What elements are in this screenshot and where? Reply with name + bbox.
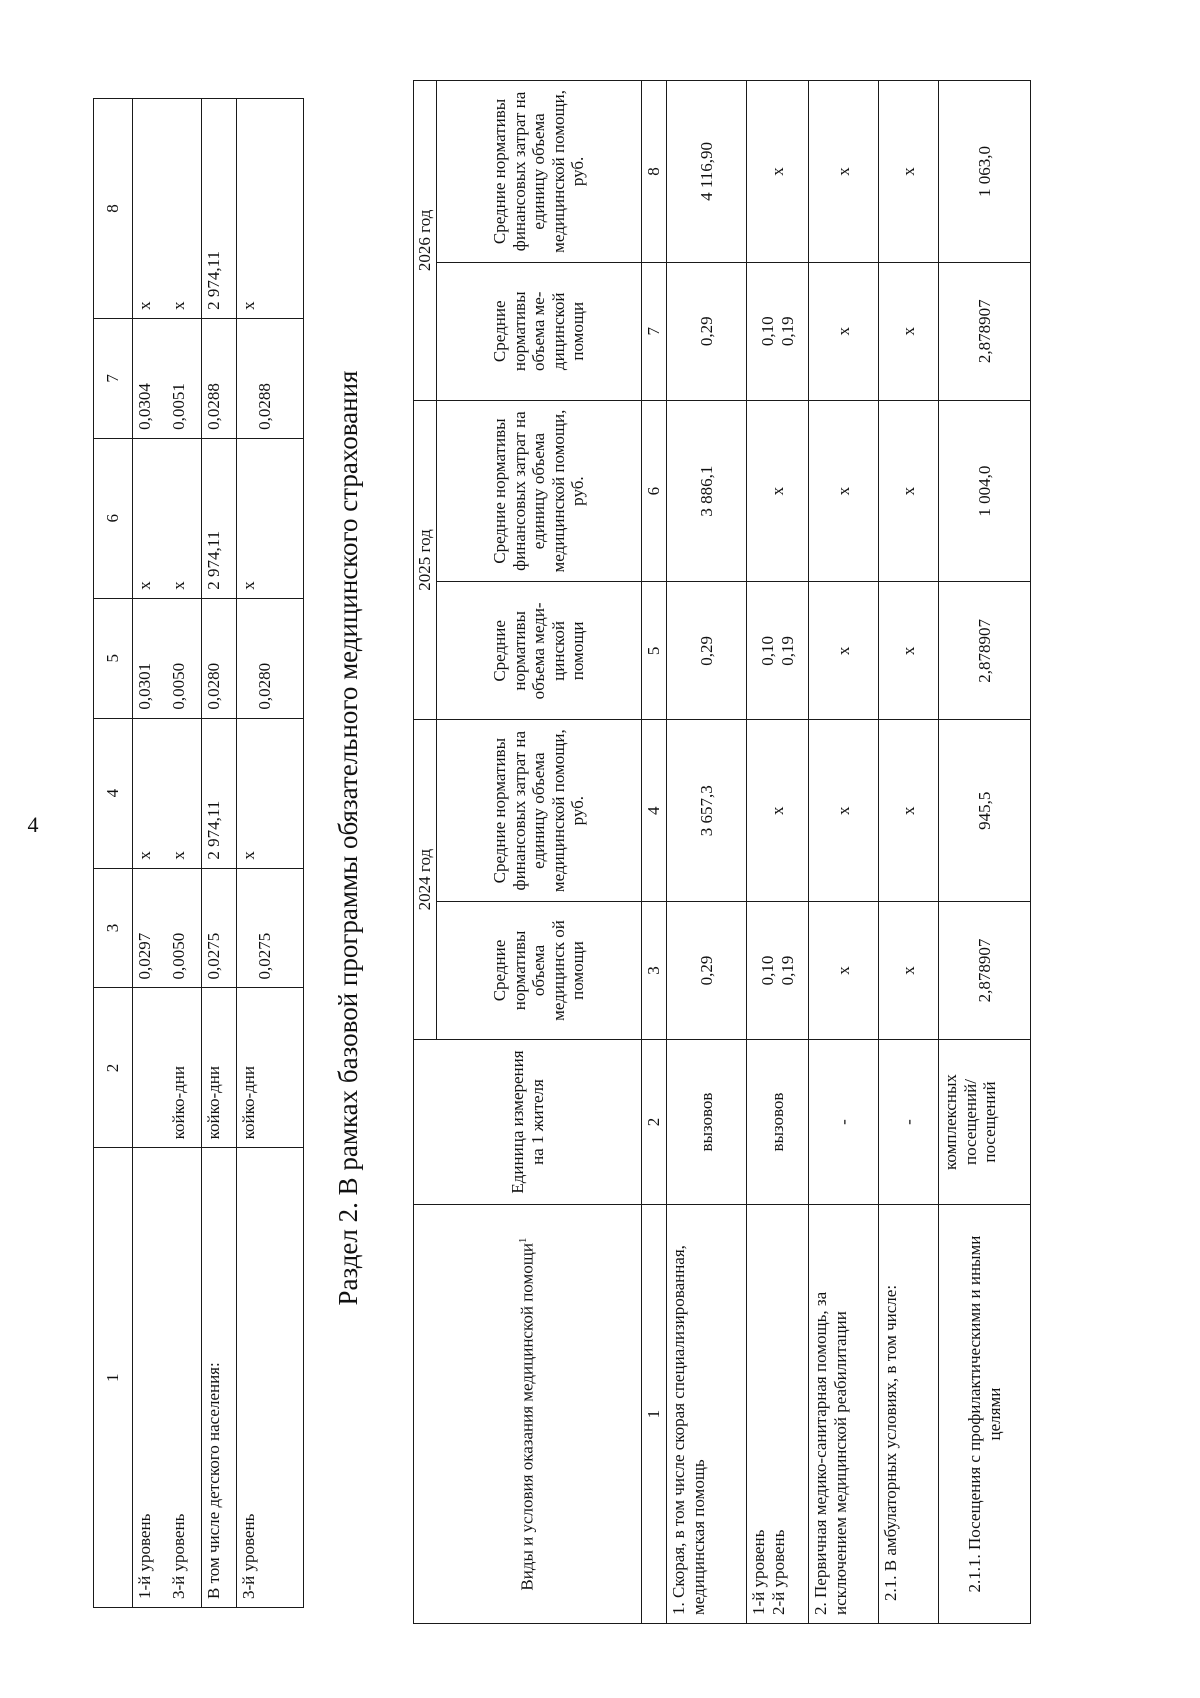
table-cell: х <box>237 718 304 868</box>
table-cell: 2 974,11 <box>202 718 237 868</box>
table-row <box>939 81 1031 1624</box>
table-cell: х <box>747 81 809 263</box>
volume-header: Средние нормативы объема меди- цинской помощи <box>437 582 642 720</box>
table-cell: 0,10 0,19 <box>747 582 809 720</box>
table-cell: х <box>809 720 879 902</box>
cost-header: Средние нормативы финансовых затрат на единицу объема медицинской помощи, руб. <box>437 81 642 263</box>
table-row <box>747 81 809 1624</box>
col-number: 6 <box>642 400 667 582</box>
table-cell: 0,0275 <box>202 868 237 988</box>
table-cell: 0,0051 <box>167 318 202 438</box>
col-number: 1 <box>94 1148 133 1608</box>
table-cell: 1-й уровень <box>133 1148 168 1608</box>
col2-header: Единица измерения на 1 жителя <box>414 1039 642 1204</box>
table-row <box>167 99 202 1608</box>
table-cell: 1 063,0 <box>939 81 1031 263</box>
table-cell: вызовов <box>747 1039 809 1204</box>
table-cell: 3-й уровень <box>237 1148 304 1608</box>
col1-header-text: Виды и условия оказания медицинской помощи <box>518 1243 538 1591</box>
table-cell: 0,29 <box>667 902 747 1040</box>
table-cell: 3-й уровень <box>167 1148 202 1608</box>
volume-header: Средние нормативы объема медицинск ой помощи <box>437 902 642 1040</box>
col-number-row <box>642 81 667 1624</box>
table-cell: 1 004,0 <box>939 400 1031 582</box>
col-number: 2 <box>94 988 133 1148</box>
table-header-row <box>94 99 133 1608</box>
table-cell: 3 886,1 <box>667 400 747 582</box>
cost-header: Средние нормативы финансовых затрат на единицу объема медицинской помощи, руб. <box>437 400 642 582</box>
table-cell: х <box>879 902 939 1040</box>
table-cell: 0,29 <box>667 262 747 400</box>
table-cell: х <box>133 438 168 598</box>
table-cell: 2 974,11 <box>202 438 237 598</box>
table-row <box>667 81 747 1624</box>
table-cell: 1-й уровень 2-й уровень <box>747 1205 809 1624</box>
table-cell: х <box>809 902 879 1040</box>
table-cell: х <box>237 99 304 319</box>
year-header-row <box>414 81 437 1624</box>
table-cell: 3 657,3 <box>667 720 747 902</box>
col-number: 6 <box>94 438 133 598</box>
table-cell: 2,878907 <box>939 582 1031 720</box>
col-number: 1 <box>642 1205 667 1624</box>
col-number: 4 <box>94 718 133 868</box>
table-cell: х <box>879 81 939 263</box>
col-number: 5 <box>94 598 133 718</box>
table-cell: 0,10 0,19 <box>747 262 809 400</box>
table-cell: койко-дни <box>237 988 304 1148</box>
table-cell: 2. Первичная медико-санитарная помощь, за исключением медицинской реабилитации <box>809 1205 879 1624</box>
table-cell: 0,29 <box>667 582 747 720</box>
table-cell: х <box>167 99 202 319</box>
table-cell: 0,0304 <box>133 318 168 438</box>
table-cell: 2,878907 <box>939 262 1031 400</box>
table-cell: койко-дни <box>202 988 237 1148</box>
table-cell: 4 116,90 <box>667 81 747 263</box>
table-cell <box>133 988 168 1148</box>
year-2026-header: 2026 год <box>414 81 437 401</box>
table-cell: комплексных посещений/ посещений <box>939 1039 1031 1204</box>
table-cell: 0,0297 <box>133 868 168 988</box>
table-cell: х <box>809 400 879 582</box>
table-cell: - <box>809 1039 879 1204</box>
table-row <box>202 99 237 1608</box>
table-cell: х <box>237 438 304 598</box>
table-cell: 0,0275 <box>237 868 304 988</box>
table-cell: 0,0280 <box>237 598 304 718</box>
table-cell: 2.1.1. Посещения с профилактическими и иными целями <box>939 1205 1031 1624</box>
table-cell: х <box>167 438 202 598</box>
table-cell: 0,0288 <box>202 318 237 438</box>
year-2024-header: 2024 год <box>414 720 437 1040</box>
footnote-mark: 1 <box>517 1237 530 1244</box>
section-title: Раздел 2. В рамках базовой программы обязательного медицинского страхования <box>333 370 363 1306</box>
col-number: 7 <box>642 262 667 400</box>
table-cell: 945,5 <box>939 720 1031 902</box>
main-table <box>413 80 1031 1624</box>
col-number: 8 <box>642 81 667 263</box>
table-cell: х <box>809 262 879 400</box>
table-cell: 2,878907 <box>939 902 1031 1040</box>
table-cell: 0,0301 <box>133 598 168 718</box>
col-number: 8 <box>94 99 133 319</box>
table-cell: х <box>879 720 939 902</box>
table-cell: 2.1. В амбулаторных условиях, в том числе: <box>879 1205 939 1624</box>
year-2025-header: 2025 год <box>414 400 437 720</box>
table-row <box>237 99 304 1608</box>
table-cell: х <box>879 262 939 400</box>
table-cell: х <box>809 582 879 720</box>
table-cell: вызовов <box>667 1039 747 1204</box>
col-number: 3 <box>94 868 133 988</box>
table-row <box>133 99 168 1608</box>
table-row <box>879 81 939 1624</box>
table-cell: х <box>809 81 879 263</box>
volume-header: Средние нормативы объема ме- дицинской помощи <box>437 262 642 400</box>
table-cell: х <box>167 718 202 868</box>
table-cell: 0,10 0,19 <box>747 902 809 1040</box>
table-cell: 0,0050 <box>167 598 202 718</box>
col-number: 2 <box>642 1039 667 1204</box>
table-cell: х <box>879 582 939 720</box>
col1-header <box>414 1205 642 1624</box>
cost-header: Средние нормативы финансовых затрат на единицу объема медицинской помощи, руб. <box>437 720 642 902</box>
table-cell: х <box>879 400 939 582</box>
col-number: 4 <box>642 720 667 902</box>
table-row <box>809 81 879 1624</box>
table-cell: х <box>747 400 809 582</box>
table-cell: 0,0050 <box>167 868 202 988</box>
table-cell: койко-дни <box>167 988 202 1148</box>
page-number: 4 <box>27 812 39 837</box>
table-cell: х <box>133 99 168 319</box>
table-cell: 1. Скорая, в том числе скорая специализированная, медицинская помощь <box>667 1205 747 1624</box>
table-cell: 0,0280 <box>202 598 237 718</box>
col-number: 5 <box>642 582 667 720</box>
table-cell: 2 974,11 <box>202 99 237 319</box>
continuation-table <box>93 98 304 1608</box>
table-cell: х <box>133 718 168 868</box>
table-cell: х <box>747 720 809 902</box>
table-cell: 0,0288 <box>237 318 304 438</box>
col-number: 7 <box>94 318 133 438</box>
col-number: 3 <box>642 902 667 1040</box>
table-cell: - <box>879 1039 939 1204</box>
table-cell: В том числе детского населения: <box>202 1148 237 1608</box>
